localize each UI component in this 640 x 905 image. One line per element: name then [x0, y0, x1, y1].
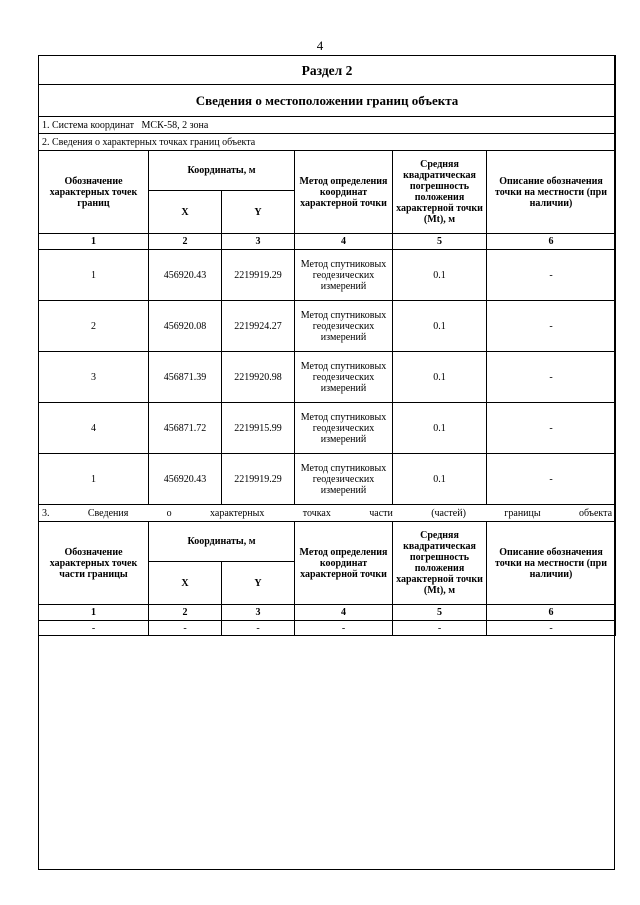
cell-error: 0.1	[393, 250, 487, 301]
cell-desc: -	[487, 352, 616, 403]
cell-x: 456920.08	[149, 301, 222, 352]
coord-system-row	[39, 117, 616, 134]
table2-col-numbers	[39, 605, 616, 621]
table1-header-row	[39, 151, 616, 191]
page-number: 4	[316, 38, 324, 53]
header-y: Y	[222, 562, 295, 605]
cell-point: 2	[39, 301, 149, 352]
header-method: Метод определения координат характерной точки	[295, 522, 393, 605]
cell-point: 3	[39, 352, 149, 403]
cell-x: 456871.72	[149, 403, 222, 454]
cadastral-table	[38, 55, 616, 636]
cell-empty: -	[393, 621, 487, 636]
section-title: Раздел 2	[39, 56, 616, 85]
cell-desc: -	[487, 403, 616, 454]
cell-x: 456871.39	[149, 352, 222, 403]
header-designation: Обозначение характерных точек части границы	[39, 522, 149, 605]
cell-method: Метод спутниковых геодезических измерений	[295, 352, 393, 403]
header-coords: Координаты, м	[149, 151, 295, 191]
col-number: 3	[222, 234, 295, 250]
table-row	[39, 301, 616, 352]
cell-desc: -	[487, 250, 616, 301]
col-number: 1	[39, 605, 149, 621]
cell-y: 2219915.99	[222, 403, 295, 454]
header-error: Средняя квадратическая погрешность положения характерной точки (Mt), м	[393, 522, 487, 605]
cell-y: 2219919.29	[222, 454, 295, 505]
table-row	[39, 352, 616, 403]
table-row	[39, 454, 616, 505]
header-description: Описание обозначения точки на местности (при наличии)	[487, 522, 616, 605]
header-x: X	[149, 562, 222, 605]
part3-title-row	[39, 505, 616, 522]
col-number: 4	[295, 605, 393, 621]
cell-method: Метод спутниковых геодезических измерений	[295, 454, 393, 505]
section-subtitle: Сведения о местоположении границ объекта	[39, 85, 616, 117]
section-subtitle-row	[39, 85, 616, 117]
table-row	[39, 621, 616, 636]
cell-empty: -	[149, 621, 222, 636]
cell-point: 4	[39, 403, 149, 454]
cell-error: 0.1	[393, 454, 487, 505]
part3-title: 3. Сведения о характерных точках части (частей) границы объекта	[39, 505, 616, 522]
col-number: 4	[295, 234, 393, 250]
cell-method: Метод спутниковых геодезических измерений	[295, 403, 393, 454]
header-designation: Обозначение характерных точек границ	[39, 151, 149, 234]
cell-y: 2219920.98	[222, 352, 295, 403]
table1-col-numbers	[39, 234, 616, 250]
table2-header-row	[39, 522, 616, 562]
cell-x: 456920.43	[149, 454, 222, 505]
cell-method: Метод спутниковых геодезических измерений	[295, 301, 393, 352]
header-error: Средняя квадратическая погрешность положения характерной точки (Mt), м	[393, 151, 487, 234]
cell-y: 2219924.27	[222, 301, 295, 352]
cell-error: 0.1	[393, 301, 487, 352]
table-row	[39, 403, 616, 454]
part2-title-row	[39, 134, 616, 151]
cell-desc: -	[487, 301, 616, 352]
section-title-row	[39, 56, 616, 85]
part2-title: 2. Сведения о характерных точках границ объекта	[39, 134, 616, 151]
col-number: 5	[393, 234, 487, 250]
header-method: Метод определения координат характерной точки	[295, 151, 393, 234]
col-number: 6	[487, 605, 616, 621]
col-number: 2	[149, 234, 222, 250]
header-coords: Координаты, м	[149, 522, 295, 562]
cell-empty: -	[222, 621, 295, 636]
cell-error: 0.1	[393, 352, 487, 403]
col-number: 1	[39, 234, 149, 250]
cell-error: 0.1	[393, 403, 487, 454]
cell-x: 456920.43	[149, 250, 222, 301]
col-number: 2	[149, 605, 222, 621]
cell-empty: -	[487, 621, 616, 636]
header-x: X	[149, 191, 222, 234]
cell-empty: -	[39, 621, 149, 636]
cell-point: 1	[39, 454, 149, 505]
header-description: Описание обозначения точки на местности (при наличии)	[487, 151, 616, 234]
cell-point: 1	[39, 250, 149, 301]
col-number: 6	[487, 234, 616, 250]
col-number: 3	[222, 605, 295, 621]
cell-method: Метод спутниковых геодезических измерений	[295, 250, 393, 301]
coord-system: 1. Система координат МСК-58, 2 зона	[39, 117, 616, 134]
cell-desc: -	[487, 454, 616, 505]
cell-y: 2219919.29	[222, 250, 295, 301]
col-number: 5	[393, 605, 487, 621]
table-row	[39, 250, 616, 301]
header-y: Y	[222, 191, 295, 234]
cell-empty: -	[295, 621, 393, 636]
